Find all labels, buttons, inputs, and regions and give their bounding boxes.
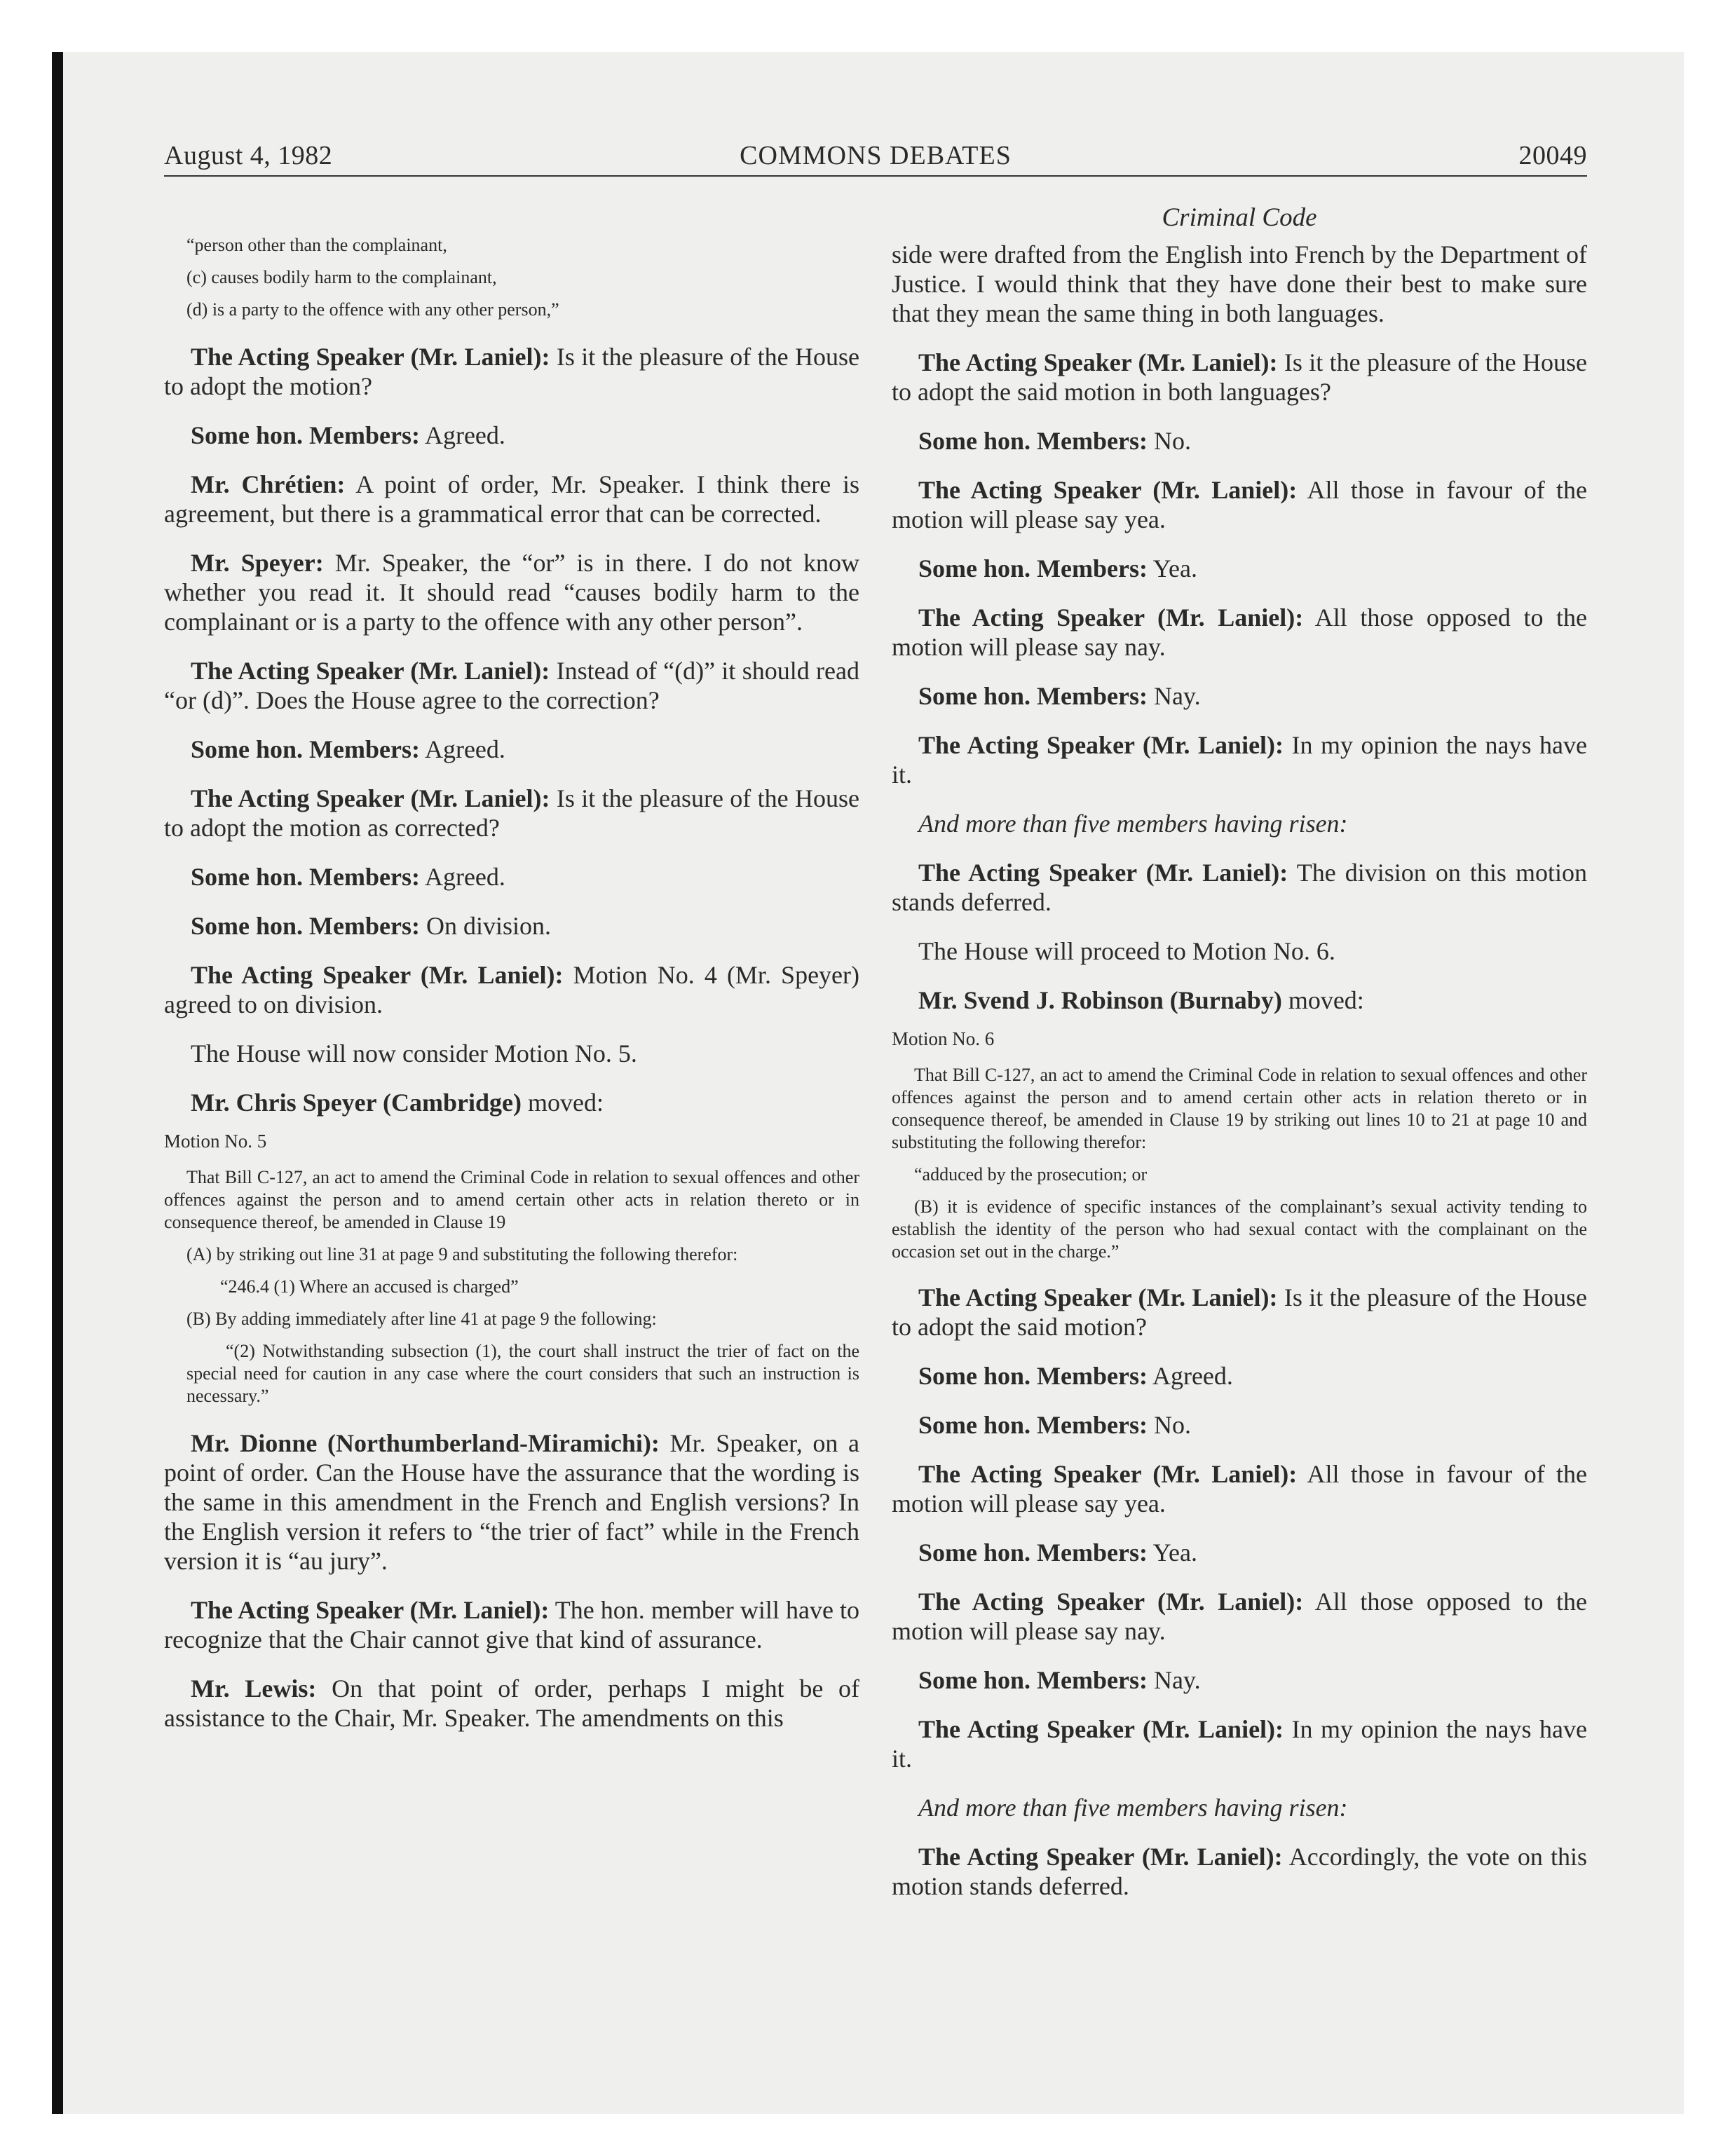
speech-paragraph xyxy=(892,1283,1587,1342)
speaker-name: Some hon. Members: xyxy=(918,682,1148,710)
speech-paragraph xyxy=(164,862,859,892)
speech-text: Accordingly, the vote on this motion stands deferred. xyxy=(892,1843,1587,1900)
speech-paragraph xyxy=(892,348,1587,407)
speech-paragraph xyxy=(892,1410,1587,1440)
speech-paragraph xyxy=(164,911,859,941)
speaker-name: The Acting Speaker (Mr. Laniel): xyxy=(918,476,1298,504)
procedural-paragraph: The House will now consider Motion No. 5. xyxy=(191,1039,637,1067)
quote-line: (d) is a party to the offence with any other person,” xyxy=(186,299,559,320)
speech-text: Is it the pleasure of the House to adopt the said motion? xyxy=(892,1283,1587,1341)
speech-text: No. xyxy=(1147,1411,1191,1439)
speech-paragraph xyxy=(892,475,1587,534)
speaker-name: The Acting Speaker (Mr. Laniel): xyxy=(191,1596,550,1624)
motion-label: Motion No. 6 xyxy=(892,1028,995,1049)
speech-continuation: side were drafted from the English into French by the Department of Justice. I would think that they have done their best to make sure that they mean the same thing in both languages. xyxy=(892,240,1587,327)
speech-text: Mr. Speaker, the “or” is in there. I do not know whether you read it. It should read “causes bodily harm to the complainant or is a party to the offence with any other person”. xyxy=(164,549,859,636)
speech-paragraph xyxy=(892,730,1587,789)
stage-direction: And more than five members having risen: xyxy=(918,810,1348,838)
speech-paragraph xyxy=(164,548,859,636)
speaker-name: Mr. Chris Speyer (Cambridge) xyxy=(191,1089,522,1117)
speaker-name: Mr. Dionne (Northumberland-Miramichi): xyxy=(191,1429,660,1457)
speech-paragraph xyxy=(892,1459,1587,1518)
speech-text: Agreed. xyxy=(419,421,505,449)
mover-paragraph xyxy=(892,985,1587,1015)
speaker-name: Some hon. Members: xyxy=(918,1666,1148,1694)
speech-paragraph xyxy=(892,426,1587,456)
speech-paragraph xyxy=(892,1538,1587,1567)
speech-text: On that point of order, perhaps I might be of assistance to the Chair, Mr. Speaker. The amendments on this xyxy=(164,1674,860,1732)
page-header xyxy=(164,140,1587,174)
speech-text: Agreed. xyxy=(419,735,505,763)
speech-text: Nay. xyxy=(1147,682,1201,710)
speaker-name: Mr. Lewis: xyxy=(191,1674,317,1703)
speaker-name: The Acting Speaker (Mr. Laniel): xyxy=(191,657,550,685)
speaker-name: The Acting Speaker (Mr. Laniel): xyxy=(918,1843,1283,1871)
speaker-name: The Acting Speaker (Mr. Laniel): xyxy=(191,961,564,989)
binding-edge xyxy=(52,52,63,2114)
speech-text: moved: xyxy=(1281,986,1364,1014)
speaker-name: Mr. Chrétien: xyxy=(191,470,346,498)
motion-text: (B) By adding immediately after line 41 at page 9 the following: xyxy=(186,1309,657,1329)
speaker-name: Some hon. Members: xyxy=(918,1362,1148,1390)
speaker-name: Mr. Svend J. Robinson (Burnaby) xyxy=(918,986,1282,1014)
speech-paragraph xyxy=(892,603,1587,662)
speech-paragraph xyxy=(164,470,859,528)
speaker-name: The Acting Speaker (Mr. Laniel): xyxy=(918,1460,1298,1488)
speaker-name: The Acting Speaker (Mr. Laniel): xyxy=(918,731,1284,759)
speech-text: Motion No. 4 (Mr. Speyer) agreed to on division. xyxy=(164,961,860,1018)
speech-text: Is it the pleasure of the House to adopt the said motion in both languages? xyxy=(892,348,1587,406)
speech-paragraph xyxy=(892,858,1587,917)
speech-text: No. xyxy=(1147,427,1191,455)
speech-text: Mr. Speaker, on a point of order. Can the House have the assurance that the wording is the same in this amendment in the French and English versions? In the English version it refers to “the trier of fact” while in the French version it is “au jury”. xyxy=(164,1429,859,1575)
mover-paragraph xyxy=(164,1088,859,1117)
speaker-name: The Acting Speaker (Mr. Laniel): xyxy=(191,784,550,812)
speaker-name: Some hon. Members: xyxy=(191,421,420,449)
motion-label: Motion No. 5 xyxy=(164,1131,267,1152)
speaker-name: The Acting Speaker (Mr. Laniel): xyxy=(918,1588,1304,1616)
speech-paragraph xyxy=(164,342,859,401)
speech-paragraph xyxy=(892,554,1587,583)
speaker-name: The Acting Speaker (Mr. Laniel): xyxy=(918,1715,1284,1743)
speaker-name: Some hon. Members: xyxy=(918,554,1148,582)
motion-text: “246.4 (1) Where an accused is charged” xyxy=(220,1276,519,1297)
speaker-name: The Acting Speaker (Mr. Laniel): xyxy=(918,603,1304,632)
speech-paragraph xyxy=(164,784,859,842)
speech-paragraph xyxy=(892,1665,1587,1695)
speech-text: Yea. xyxy=(1147,554,1197,582)
speech-paragraph xyxy=(164,1674,859,1733)
quote-line: (c) causes bodily harm to the complainant, xyxy=(186,267,497,287)
speech-text: In my opinion the nays have it. xyxy=(892,731,1587,789)
speech-text: The hon. member will have to recognize that the Chair cannot give that kind of assurance. xyxy=(164,1596,860,1653)
procedural-paragraph: The House will proceed to Motion No. 6. xyxy=(918,937,1335,965)
motion-text: (B) it is evidence of specific instances of the complainant’s sexual activity tending to establish the identity of the person who had sexual contact with the complainant on the occasion set out in the charge.” xyxy=(892,1196,1587,1262)
speech-paragraph xyxy=(164,421,859,450)
speech-text: Nay. xyxy=(1147,1666,1201,1694)
speech-text: A point of order, Mr. Speaker. I think there is agreement, but there is a grammatical error that can be corrected. xyxy=(164,470,859,528)
speaker-name: Some hon. Members: xyxy=(918,1538,1148,1567)
speech-paragraph xyxy=(892,1842,1587,1901)
motion-text: (A) by striking out line 31 at page 9 and substituting the following therefor: xyxy=(186,1244,738,1264)
header-rule xyxy=(164,175,1587,177)
quote-line: “person other than the complainant, xyxy=(186,235,447,255)
speech-text: Is it the pleasure of the House to adopt the motion as corrected? xyxy=(164,784,859,842)
speech-text: All those opposed to the motion will please say nay. xyxy=(892,603,1587,661)
speech-paragraph xyxy=(892,1361,1587,1391)
speech-paragraph xyxy=(892,1714,1587,1773)
motion-text: “adduced by the prosecution; or xyxy=(914,1164,1148,1185)
speaker-name: The Acting Speaker (Mr. Laniel): xyxy=(918,348,1278,376)
left-column xyxy=(164,234,859,1752)
speech-paragraph xyxy=(164,656,859,715)
speech-text: All those in favour of the motion will please say yea. xyxy=(892,476,1588,533)
speech-text: Instead of “(d)” it should read “or (d)”. Does the House agree to the correction? xyxy=(164,657,859,714)
speech-paragraph xyxy=(892,1587,1587,1646)
speech-text: All those in favour of the motion will please say yea. xyxy=(892,1460,1588,1517)
speech-paragraph xyxy=(164,960,859,1019)
header-title: COMMONS DEBATES xyxy=(740,141,1012,170)
motion-text: That Bill C-127, an act to amend the Criminal Code in relation to sexual offences and other offences against the person and to amend certain other acts in relation thereto or in consequence thereof, be amended in Clause 19 by striking out lines 10 to 21 at page 10 and substituting the following therefor: xyxy=(892,1065,1587,1152)
speech-paragraph xyxy=(164,735,859,764)
speech-text: All those opposed to the motion will please say nay. xyxy=(892,1588,1587,1645)
motion-text: “(2) Notwithstanding subsection (1), the court shall instruct the trier of fact on the special need for caution in any case where the court considers that such an instruction is necessary.” xyxy=(186,1341,859,1406)
running-head: Criminal Code xyxy=(1162,203,1317,232)
speech-text: Agreed. xyxy=(419,863,505,891)
speaker-name: Some hon. Members: xyxy=(191,735,420,763)
speaker-name: The Acting Speaker (Mr. Laniel): xyxy=(191,343,550,371)
speech-text: moved: xyxy=(521,1089,604,1117)
page-number: 20049 xyxy=(1518,141,1587,170)
speech-text: In my opinion the nays have it. xyxy=(892,1715,1587,1773)
speech-text: Yea. xyxy=(1147,1538,1197,1567)
speech-text: Agreed. xyxy=(1147,1362,1233,1390)
right-column xyxy=(892,203,1587,1920)
motion-text: That Bill C-127, an act to amend the Criminal Code in relation to sexual offences and other offences against the person and to amend certain other acts in relation thereto or in consequence thereof, be amended in Clause 19 xyxy=(164,1167,859,1232)
speaker-name: Some hon. Members: xyxy=(918,1411,1148,1439)
speech-paragraph xyxy=(892,681,1587,711)
speech-text: The division on this motion stands deferred. xyxy=(892,859,1587,916)
speaker-name: Some hon. Members: xyxy=(918,427,1148,455)
header-date: August 4, 1982 xyxy=(164,141,333,170)
speech-paragraph xyxy=(164,1428,859,1576)
speaker-name: Mr. Speyer: xyxy=(191,549,324,577)
stage-direction: And more than five members having risen: xyxy=(918,1794,1348,1822)
speech-paragraph xyxy=(164,1595,859,1654)
speech-text: Is it the pleasure of the House to adopt the motion? xyxy=(164,343,859,400)
speaker-name: The Acting Speaker (Mr. Laniel): xyxy=(918,859,1288,887)
speech-text: On division. xyxy=(419,912,551,940)
speaker-name: The Acting Speaker (Mr. Laniel): xyxy=(918,1283,1278,1311)
continued-quote xyxy=(164,234,859,321)
speaker-name: Some hon. Members: xyxy=(191,912,420,940)
speaker-name: Some hon. Members: xyxy=(191,863,420,891)
